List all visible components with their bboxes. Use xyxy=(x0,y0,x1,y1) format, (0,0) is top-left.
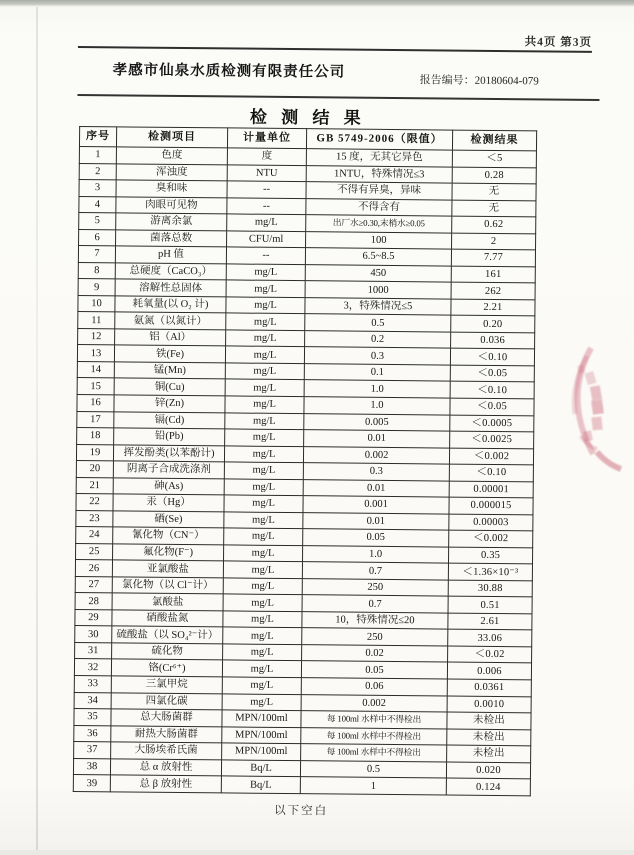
result-cell: 0.006 xyxy=(447,663,531,680)
result-cell: 0.00001 xyxy=(449,481,533,498)
row-number-cell: 24 xyxy=(76,527,113,544)
limit-cell: 每 100ml 水样中不得检出 xyxy=(301,744,447,762)
limit-cell: 1 xyxy=(300,777,446,795)
result-cell: 33.06 xyxy=(448,629,532,646)
row-number-cell: 12 xyxy=(78,328,115,345)
limit-cell: 出厂水≥0.30,末梢水≥0.05 xyxy=(306,215,452,233)
header-result: 检测结果 xyxy=(452,130,536,151)
page-title: 检 测 结 果 xyxy=(249,107,366,128)
limit-cell: 0.05 xyxy=(301,661,447,679)
result-cell: 161 xyxy=(451,266,535,283)
unit-cell: mg/L xyxy=(223,594,302,611)
result-cell: 未检出 xyxy=(447,745,531,762)
item-cell: 氟化物(F⁻) xyxy=(113,544,224,562)
row-number-cell: 21 xyxy=(76,477,113,494)
row-number-cell: 18 xyxy=(77,428,114,445)
result-cell: ＜0.002 xyxy=(449,448,533,465)
result-cell: 0.036 xyxy=(451,332,535,349)
unit-cell: NTU xyxy=(227,164,306,181)
unit-cell: MPN/100ml xyxy=(222,710,301,727)
limit-cell: 0.001 xyxy=(303,496,449,514)
unit-cell: mg/L xyxy=(222,660,301,677)
limit-cell: 1000 xyxy=(305,281,451,299)
limit-cell: 0.5 xyxy=(305,314,451,332)
row-number-cell: 10 xyxy=(78,295,115,312)
row-number-cell: 31 xyxy=(75,642,112,659)
limit-cell: 1NTU，特殊情况≤3 xyxy=(306,165,452,183)
limit-cell: 3，特殊情况≤5 xyxy=(305,297,451,315)
result-cell: 0.35 xyxy=(448,547,532,564)
table-row xyxy=(73,775,530,796)
limit-cell: 0.2 xyxy=(305,331,451,349)
unit-cell: -- xyxy=(226,247,305,264)
item-cell: 溶解性总固体 xyxy=(115,279,226,297)
item-cell: 游离余氯 xyxy=(116,213,227,231)
header-unit: 计量单位 xyxy=(227,128,306,149)
unit-cell: Bq/L xyxy=(221,776,300,794)
result-cell: ＜0.10 xyxy=(450,382,534,399)
unit-cell: mg/L xyxy=(226,330,305,347)
item-cell: 镉(Cd) xyxy=(114,411,225,429)
item-cell: 铬(Cr⁶⁺) xyxy=(111,659,222,677)
result-cell: ＜1.36×10⁻³ xyxy=(448,563,532,580)
row-number-cell: 4 xyxy=(79,196,116,213)
row-number-cell: 22 xyxy=(76,494,113,511)
limit-cell: 0.5 xyxy=(300,760,446,778)
unit-cell: 度 xyxy=(227,148,306,165)
item-cell: 硫酸盐（以 SO₄²⁻计） xyxy=(112,626,223,644)
limit-cell: 0.002 xyxy=(301,694,447,712)
unit-cell: mg/L xyxy=(224,479,303,496)
result-cell: 262 xyxy=(451,282,535,299)
result-cell: ＜0.10 xyxy=(450,348,534,365)
result-cell: 0.124 xyxy=(446,778,530,796)
item-cell: 锌(Zn) xyxy=(114,395,225,413)
limit-cell: 0.01 xyxy=(304,430,450,448)
unit-cell: mg/L xyxy=(224,495,303,512)
unit-cell: -- xyxy=(227,181,306,198)
item-cell: 亚氯酸盐 xyxy=(112,560,223,578)
result-cell: ＜0.002 xyxy=(449,530,533,547)
item-cell: 三氯甲烷 xyxy=(111,676,222,694)
row-number-cell: 1 xyxy=(79,146,116,163)
item-cell: 氯酸盐 xyxy=(112,593,223,611)
result-cell: 2.61 xyxy=(448,613,532,630)
limit-cell: 0.01 xyxy=(303,479,449,497)
item-cell: 汞（Hg） xyxy=(113,494,224,512)
limit-cell: 0.05 xyxy=(303,529,449,547)
report-number-label: 报告编号： xyxy=(419,74,475,87)
result-cell: ＜0.05 xyxy=(450,365,534,382)
pagination: 共4页 第3页 xyxy=(524,36,593,49)
result-cell: 0.0361 xyxy=(447,679,531,696)
row-number-cell: 23 xyxy=(76,510,113,527)
row-number-cell: 14 xyxy=(77,361,114,378)
limit-cell: 6.5~8.5 xyxy=(305,248,451,266)
row-number-cell: 9 xyxy=(78,279,115,296)
limit-cell: 1.0 xyxy=(303,545,449,563)
item-cell: 大肠埃希氏菌 xyxy=(111,742,222,760)
unit-cell: mg/L xyxy=(223,561,302,578)
row-number-cell: 8 xyxy=(78,262,115,279)
unit-cell: mg/L xyxy=(225,412,304,429)
item-cell: 铜(Cu) xyxy=(114,378,225,396)
result-cell: ＜5 xyxy=(452,150,536,167)
unit-cell: mg/L xyxy=(227,214,306,231)
limit-cell: 450 xyxy=(305,264,451,282)
unit-cell: mg/L xyxy=(226,313,305,330)
header-limit: GB 5749-2006（限值） xyxy=(306,129,452,150)
row-number-cell: 38 xyxy=(73,758,110,775)
row-number-cell: 33 xyxy=(74,675,111,692)
result-cell: 2.21 xyxy=(451,299,535,316)
item-cell: 锰(Mn) xyxy=(114,362,225,380)
result-cell: 0.62 xyxy=(452,216,536,233)
item-cell: 氨氮（以氮计） xyxy=(115,312,226,330)
item-cell: 臭和味 xyxy=(116,180,227,198)
row-number-cell: 20 xyxy=(76,461,113,478)
report-number-value: 20180604-079 xyxy=(474,74,539,88)
unit-cell: mg/L xyxy=(226,264,305,281)
item-cell: 硒(Se) xyxy=(113,511,224,529)
item-cell: 铁(Fe) xyxy=(114,345,225,363)
row-number-cell: 3 xyxy=(79,180,116,197)
unit-cell: mg/L xyxy=(223,578,302,595)
unit-cell: mg/L xyxy=(223,627,302,644)
item-cell: pH 值 xyxy=(115,246,226,264)
row-number-cell: 34 xyxy=(74,692,111,709)
row-number-cell: 39 xyxy=(73,775,110,792)
result-cell: ＜0.0005 xyxy=(450,415,534,432)
result-cell: 2 xyxy=(452,233,536,250)
row-number-cell: 19 xyxy=(76,444,113,461)
item-cell: 耐热大肠菌群 xyxy=(111,725,222,743)
row-number-cell: 28 xyxy=(75,593,112,610)
item-cell: 总 β 放射性 xyxy=(110,775,221,793)
result-cell: 未检出 xyxy=(447,712,531,729)
row-number-cell: 15 xyxy=(77,378,114,395)
unit-cell: mg/L xyxy=(223,644,302,661)
item-cell: 砷(As) xyxy=(113,477,224,495)
unit-cell: mg/L xyxy=(224,545,303,562)
limit-cell: 不得有异臭，异味 xyxy=(306,182,452,200)
limit-cell: 1.0 xyxy=(304,380,450,398)
row-number-cell: 32 xyxy=(74,659,111,676)
row-number-cell: 29 xyxy=(75,609,112,626)
below-blank-note: 以下空白 xyxy=(274,804,329,818)
result-cell: 0.20 xyxy=(451,315,535,332)
unit-cell: mg/L xyxy=(224,528,303,545)
row-number-cell: 11 xyxy=(78,312,115,329)
unit-cell: mg/L xyxy=(224,512,303,529)
limit-cell: 100 xyxy=(306,231,452,249)
row-number-cell: 25 xyxy=(76,543,113,560)
result-cell: 0.51 xyxy=(448,596,532,613)
limit-cell: 0.06 xyxy=(301,678,447,696)
unit-cell: mg/L xyxy=(226,297,305,314)
row-number-cell: 6 xyxy=(79,229,116,246)
item-cell: 菌落总数 xyxy=(116,230,227,248)
item-cell: 挥发酚类(以苯酚计) xyxy=(113,444,224,462)
unit-cell: mg/L xyxy=(225,429,304,446)
limit-cell: 0.002 xyxy=(303,446,449,464)
item-cell: 总 α 放射性 xyxy=(110,758,221,776)
result-cell: ＜0.10 xyxy=(449,464,533,481)
limit-cell: 10，特殊情况≤20 xyxy=(302,612,448,630)
limit-cell: 15 度，无其它异色 xyxy=(306,149,452,167)
limit-cell: 每 100ml 水样中不得检出 xyxy=(301,711,447,729)
unit-cell: CFU/ml xyxy=(227,231,306,248)
unit-cell: MPN/100ml xyxy=(222,743,301,760)
item-cell: 浑浊度 xyxy=(116,163,227,181)
unit-cell: MPN/100ml xyxy=(222,726,301,743)
item-cell: 总硬度（CaCO₃） xyxy=(115,263,226,281)
row-number-cell: 7 xyxy=(78,246,115,263)
limit-cell: 不得含有 xyxy=(306,198,452,216)
result-cell: 无 xyxy=(452,200,536,217)
unit-cell: mg/L xyxy=(225,346,304,363)
limit-cell: 每 100ml 水样中不得检出 xyxy=(301,727,447,745)
limit-cell: 0.005 xyxy=(304,413,450,431)
item-cell: 肉眼可见物 xyxy=(116,196,227,214)
header-index: 序号 xyxy=(79,127,116,147)
item-cell: 硫化物 xyxy=(112,643,223,661)
limit-cell: 1.0 xyxy=(304,397,450,415)
limit-cell: 0.7 xyxy=(302,562,448,580)
limit-cell: 0.02 xyxy=(302,645,448,663)
item-cell: 阴离子合成洗涤剂 xyxy=(113,461,224,479)
result-cell: 0.020 xyxy=(446,762,530,779)
row-number-cell: 13 xyxy=(77,345,114,362)
row-number-cell: 16 xyxy=(77,394,114,411)
row-number-cell: 36 xyxy=(74,725,111,742)
row-number-cell: 30 xyxy=(75,626,112,643)
row-number-cell: 17 xyxy=(77,411,114,428)
result-cell: ＜0.05 xyxy=(450,398,534,415)
limit-cell: 0.7 xyxy=(302,595,448,613)
result-cell: 无 xyxy=(452,183,536,200)
row-number-cell: 37 xyxy=(74,742,111,759)
unit-cell: -- xyxy=(227,198,306,215)
unit-cell: mg/L xyxy=(224,462,303,479)
header-item: 检测项目 xyxy=(116,127,227,148)
unit-cell: mg/L xyxy=(225,396,304,413)
result-cell: 30.88 xyxy=(448,580,532,597)
report-number xyxy=(420,71,539,88)
result-cell: 0.28 xyxy=(452,167,536,184)
limit-cell: 0.3 xyxy=(304,347,450,365)
item-cell: 铝（Al） xyxy=(115,329,226,347)
unit-cell: mg/L xyxy=(222,693,301,710)
unit-cell: mg/L xyxy=(223,611,302,628)
item-cell: 氯化物（以 Cl⁻计） xyxy=(112,577,223,595)
result-cell: 未检出 xyxy=(447,729,531,746)
result-cell: 7.77 xyxy=(451,249,535,266)
row-number-cell: 2 xyxy=(79,163,116,180)
limit-cell: 0.1 xyxy=(304,364,450,382)
row-number-cell: 35 xyxy=(74,709,111,726)
unit-cell: mg/L xyxy=(225,363,304,380)
result-cell: 0.00003 xyxy=(449,514,533,531)
row-number-cell: 26 xyxy=(75,560,112,577)
unit-cell: Bq/L xyxy=(221,760,300,777)
item-cell: 铅(Pb) xyxy=(114,428,225,446)
result-cell: 0.000015 xyxy=(449,497,533,514)
item-cell: 耗氧量(以 O₂ 计) xyxy=(115,296,226,314)
unit-cell: mg/L xyxy=(226,280,305,297)
limit-cell: 0.01 xyxy=(303,512,449,530)
header-rule-bottom xyxy=(77,94,599,101)
item-cell: 氰化物（CN⁻） xyxy=(113,527,224,545)
row-number-cell: 5 xyxy=(79,213,116,230)
result-cell: ＜0.02 xyxy=(448,646,532,663)
results-table xyxy=(73,126,537,796)
item-cell: 色度 xyxy=(116,147,227,165)
limit-cell: 250 xyxy=(302,628,448,646)
limit-cell: 250 xyxy=(302,578,448,596)
unit-cell: mg/L xyxy=(222,677,301,694)
item-cell: 总大肠菌群 xyxy=(111,709,222,727)
item-cell: 硝酸盐氮 xyxy=(112,610,223,628)
row-number-cell: 27 xyxy=(75,576,112,593)
company-name: 孝感市仙泉水质检测有限责任公司 xyxy=(112,62,346,81)
result-cell: ＜0.0025 xyxy=(450,431,534,448)
item-cell: 四氯化碳 xyxy=(111,692,222,710)
limit-cell: 0.3 xyxy=(303,463,449,481)
result-cell: 0.0010 xyxy=(447,696,531,713)
unit-cell: mg/L xyxy=(225,379,304,396)
unit-cell: mg/L xyxy=(224,445,303,462)
